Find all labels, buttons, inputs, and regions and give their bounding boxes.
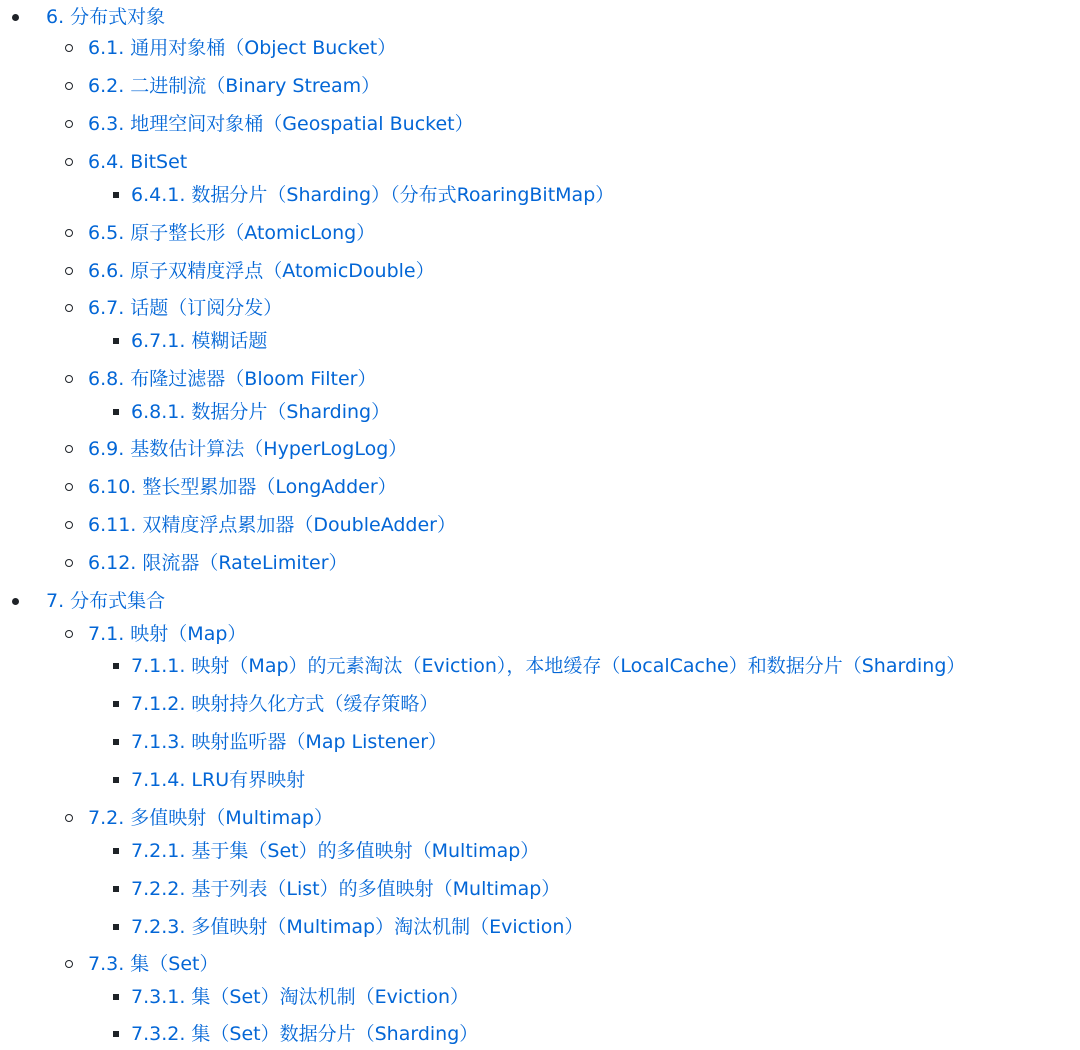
toc-item-level-2[interactable] [88, 550, 348, 576]
circle-bullet-icon [65, 158, 73, 166]
toc-link[interactable]: 6. 分布式对象 [46, 6, 166, 28]
toc-item-level-2[interactable] [88, 436, 407, 462]
toc-item-level-2[interactable] [88, 295, 282, 321]
circle-bullet-icon [65, 120, 73, 128]
toc-item-level-2[interactable] [88, 73, 380, 99]
toc-item-level-3[interactable] [131, 838, 539, 864]
toc-link[interactable]: 6.8. 布隆过滤器（Bloom Filter） [88, 368, 377, 390]
circle-bullet-icon [65, 304, 73, 312]
toc-item-level-1[interactable] [46, 588, 165, 614]
toc-link[interactable]: 7.2. 多值映射（Multimap） [88, 807, 333, 829]
square-bullet-icon [113, 886, 119, 892]
square-bullet-icon [113, 924, 119, 930]
toc-link[interactable]: 6.12. 限流器（RateLimiter） [88, 552, 348, 574]
toc-item-level-3[interactable] [131, 653, 965, 679]
toc-link[interactable]: 6.7.1. 模糊话题 [131, 330, 268, 352]
toc-link[interactable]: 6.3. 地理空间对象桶（Geospatial Bucket） [88, 113, 474, 135]
toc-link[interactable]: 7.3.1. 集（Set）淘汰机制（Eviction） [131, 986, 469, 1008]
toc-link[interactable]: 7.2.2. 基于列表（List）的多值映射（Multimap） [131, 878, 561, 900]
toc-item-level-3[interactable] [131, 984, 469, 1010]
toc-item-level-2[interactable] [88, 220, 375, 246]
toc-link[interactable]: 6.8.1. 数据分片（Sharding） [131, 401, 391, 423]
circle-bullet-icon [65, 814, 73, 822]
toc-item-level-3[interactable] [131, 729, 447, 755]
toc-link[interactable]: 7.1.4. LRU有界映射 [131, 769, 306, 791]
circle-bullet-icon [65, 375, 73, 383]
toc-link[interactable]: 7.1.3. 映射监听器（Map Listener） [131, 731, 448, 753]
toc-item-level-2[interactable] [88, 512, 456, 538]
toc-item-level-2[interactable] [88, 951, 219, 977]
toc-link[interactable]: 7.1.1. 映射（Map）的元素淘汰（Eviction），本地缓存（LocalCache）和数据分片（Sharding） [131, 655, 966, 677]
square-bullet-icon [113, 739, 119, 745]
toc-link[interactable]: 6.7. 话题（订阅分发） [88, 297, 283, 319]
circle-bullet-icon [65, 559, 73, 567]
circle-bullet-icon [65, 229, 73, 237]
toc-link[interactable]: 7.3.2. 集（Set）数据分片（Sharding） [131, 1023, 479, 1045]
toc-link[interactable]: 6.2. 二进制流（Binary Stream） [88, 75, 381, 97]
circle-bullet-icon [65, 44, 73, 52]
toc-item-level-2[interactable] [88, 35, 396, 61]
toc-link[interactable]: 6.4.1. 数据分片（Sharding）（分布式RoaringBitMap） [131, 184, 615, 206]
toc-link[interactable]: 6.9. 基数估计算法（HyperLogLog） [88, 438, 408, 460]
toc-item-level-3[interactable] [131, 328, 267, 354]
toc-item-level-2[interactable] [88, 805, 333, 831]
toc-item-level-3[interactable] [131, 399, 390, 425]
toc-link[interactable]: 6.10. 整长型累加器（LongAdder） [88, 476, 397, 498]
toc-item-level-2[interactable] [88, 366, 376, 392]
toc-link[interactable]: 6.6. 原子双精度浮点（AtomicDouble） [88, 260, 435, 282]
circle-bullet-icon [65, 82, 73, 90]
square-bullet-icon [113, 994, 119, 1000]
toc-link[interactable]: 6.4. BitSet [88, 151, 188, 173]
disc-bullet-icon [12, 598, 19, 605]
square-bullet-icon [113, 338, 119, 344]
toc-link[interactable]: 7.2.1. 基于集（Set）的多值映射（Multimap） [131, 840, 540, 862]
square-bullet-icon [113, 192, 119, 198]
disc-bullet-icon [12, 14, 19, 21]
toc-item-level-3[interactable] [131, 1021, 478, 1047]
toc-item-level-3[interactable] [131, 914, 583, 940]
toc-link[interactable]: 7.1.2. 映射持久化方式（缓存策略） [131, 693, 439, 715]
toc-item-level-2[interactable] [88, 111, 474, 137]
toc-item-level-3[interactable] [131, 876, 560, 902]
toc-link[interactable]: 7.1. 映射（Map） [88, 623, 247, 645]
toc-item-level-3[interactable] [131, 182, 614, 208]
toc-item-level-3[interactable] [131, 691, 438, 717]
circle-bullet-icon [65, 521, 73, 529]
toc-item-level-2[interactable] [88, 474, 397, 500]
toc-item-level-3[interactable] [131, 767, 305, 793]
square-bullet-icon [113, 1031, 119, 1037]
toc-link[interactable]: 7.3. 集（Set） [88, 953, 219, 975]
circle-bullet-icon [65, 483, 73, 491]
toc-link[interactable]: 7.2.3. 多值映射（Multimap）淘汰机制（Eviction） [131, 916, 584, 938]
square-bullet-icon [113, 663, 119, 669]
circle-bullet-icon [65, 630, 73, 638]
square-bullet-icon [113, 777, 119, 783]
circle-bullet-icon [65, 267, 73, 275]
square-bullet-icon [113, 409, 119, 415]
toc-link[interactable]: 6.1. 通用对象桶（Object Bucket） [88, 37, 397, 59]
circle-bullet-icon [65, 445, 73, 453]
toc-link[interactable]: 7. 分布式集合 [46, 590, 166, 612]
toc-item-level-1[interactable] [46, 4, 165, 30]
toc-item-level-2[interactable] [88, 258, 435, 284]
circle-bullet-icon [65, 960, 73, 968]
toc-item-level-2[interactable] [88, 621, 246, 647]
toc-link[interactable]: 6.11. 双精度浮点累加器（DoubleAdder） [88, 514, 456, 536]
toc-link[interactable]: 6.5. 原子整长形（AtomicLong） [88, 222, 376, 244]
square-bullet-icon [113, 701, 119, 707]
square-bullet-icon [113, 848, 119, 854]
toc-item-level-2[interactable] [88, 149, 187, 175]
